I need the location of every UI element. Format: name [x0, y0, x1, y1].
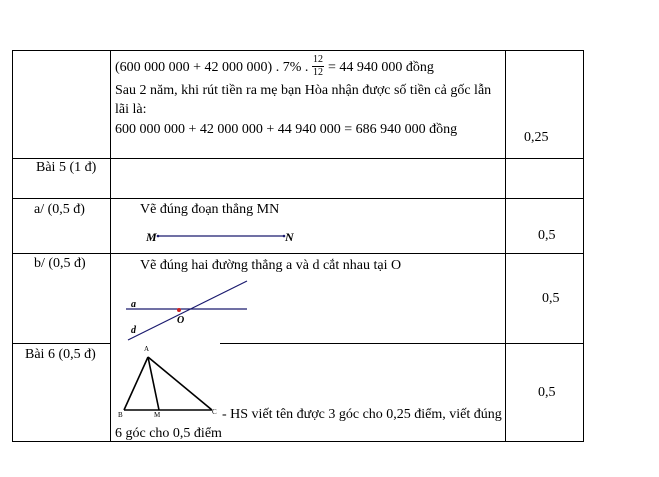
score-row-b: 0,5	[542, 291, 560, 306]
fraction-denominator: 12	[313, 67, 323, 78]
row-b-label: b/ (0,5 đ)	[34, 256, 86, 271]
side-ab	[124, 357, 148, 410]
vertex-b-label: B	[118, 411, 123, 419]
point-m-label: M	[146, 230, 157, 244]
vertex-m-label: M	[154, 411, 161, 419]
point-n-label: N	[285, 230, 294, 244]
calculation-line-4: 600 000 000 + 42 000 000 + 44 940 000 = 686 940 000 đồng	[115, 122, 458, 137]
bai6-label: Bài 6 (0,5 đ)	[25, 347, 96, 362]
vertex-c-label: C	[212, 408, 217, 416]
bai6-text-line-1: - HS viết tên được 3 góc cho 0,25 điểm, viết đúng	[222, 407, 502, 422]
bai6-text-line-2: 6 góc cho 0,5 điểm	[115, 426, 222, 441]
row-b-text: Vẽ đúng hai đường thẳng a và d cắt nhau tại O	[140, 258, 402, 273]
calculation-expression: (600 000 000 + 42 000 000) . 7% .	[115, 60, 309, 75]
vertex-a-label: A	[144, 345, 150, 353]
calculation-line-2: Sau 2 năm, khi rút tiền ra mẹ bạn Hòa nhận được số tiền cả gốc lẫn	[115, 83, 492, 98]
row-a-text: Vẽ đúng đoạn thẳng MN	[140, 202, 280, 217]
line-a-label: a	[131, 299, 136, 310]
score-bai6: 0,5	[538, 385, 556, 400]
score-row-a: 0,5	[538, 228, 556, 243]
bai5-label: Bài 5 (1 đ)	[36, 160, 97, 175]
calculation-result: = 44 940 000 đồng	[328, 60, 434, 75]
fraction-numerator: 12	[313, 54, 323, 65]
calculation-line-3: lãi là:	[115, 102, 147, 117]
line-d-label: d	[131, 325, 136, 336]
score-row-intro: 0,25	[524, 130, 549, 145]
point-o-label: O	[177, 315, 185, 326]
row-a-label: a/ (0,5 đ)	[34, 202, 85, 217]
